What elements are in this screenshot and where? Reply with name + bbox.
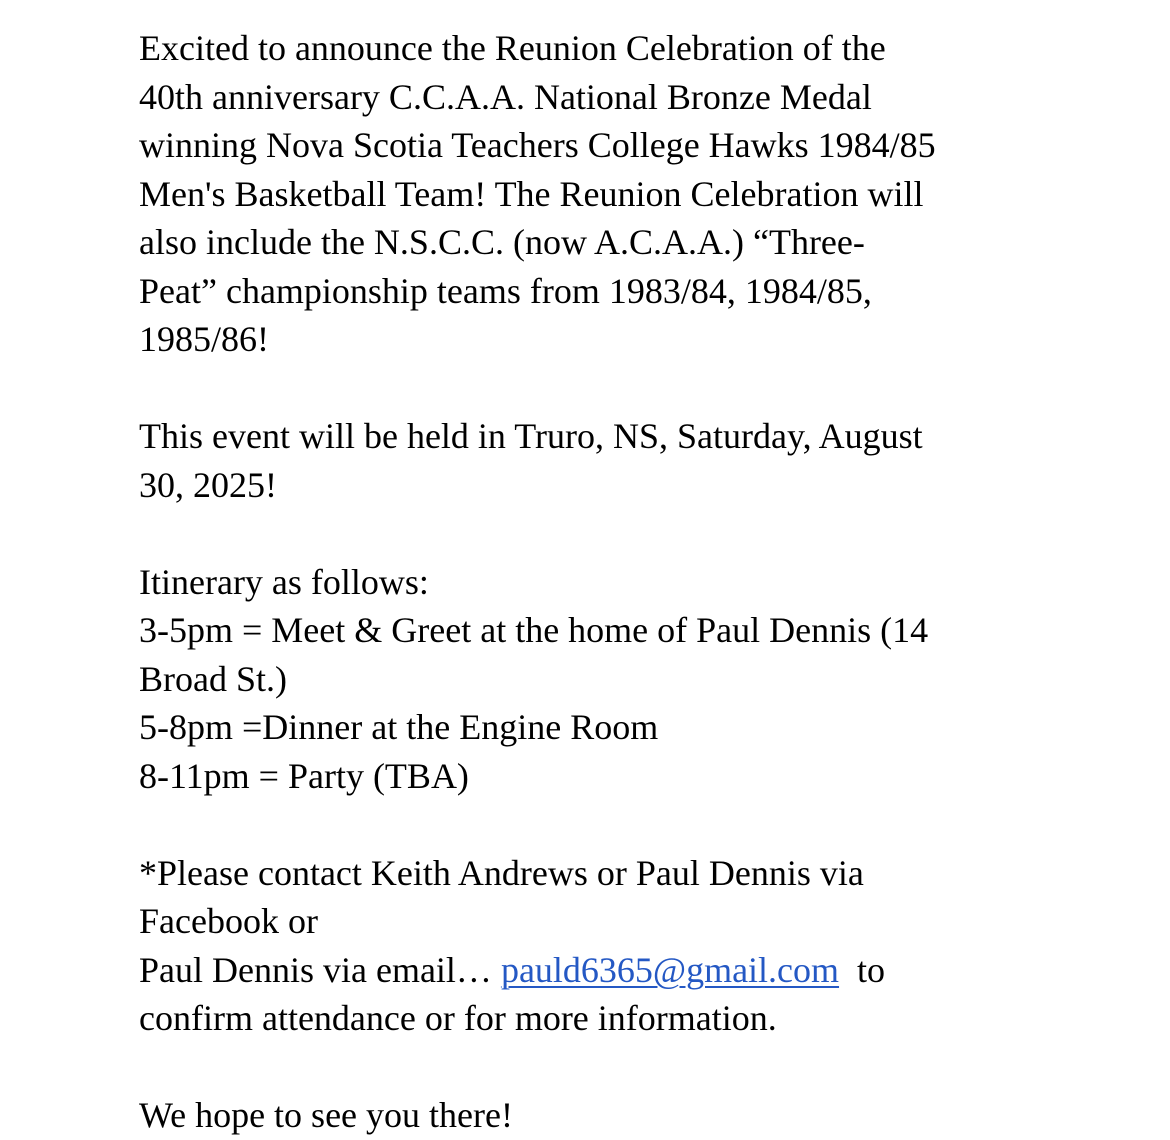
paragraph-spacer [139,509,1139,558]
intro-line: Men's Basketball Team! The Reunion Celebration will [139,173,924,214]
event-line: 30, 2025! [139,464,277,505]
contact-email-prefix: Paul Dennis via email… [139,949,501,990]
email-link[interactable]: pauld6365@gmail.com [500,949,840,990]
contact-line: *Please contact Keith Andrews or Paul Dennis via [139,852,864,893]
contact-email-suffix: to [839,949,886,990]
contact-line: Facebook or [139,901,318,941]
announcement-document [139,24,1139,1140]
event-paragraph [139,412,1139,509]
closing-paragraph [139,1091,1139,1140]
itinerary-item: 8-11pm = Party (TBA) [139,755,469,796]
intro-line: 1985/86! [139,319,269,359]
intro-line: 40th anniversary C.C.A.A. National Bronze Medal [139,76,872,117]
paragraph-spacer [139,800,1139,849]
intro-line: Excited to announce the Reunion Celebration of the [139,28,886,68]
itinerary-heading: Itinerary as follows: [139,561,429,602]
intro-paragraph [139,24,1139,364]
paragraph-spacer [139,1043,1139,1092]
paragraph-spacer [139,364,1139,413]
intro-line: Peat” championship teams from 1983/84, 1984/85, [139,270,872,311]
itinerary-item: 3-5pm = Meet & Greet at the home of Paul Dennis (14 [139,610,929,650]
intro-line: also include the N.S.C.C. (now A.C.A.A.) “Three- [139,222,865,262]
contact-email-line [139,946,1139,995]
contact-line: confirm attendance or for more information. [139,998,777,1038]
contact-paragraph [139,849,1139,1043]
itinerary-item: 5-8pm =Dinner at the Engine Room [139,707,659,747]
closing-line: We hope to see you there! [139,1095,513,1135]
itinerary-section [139,558,1139,801]
intro-line: winning Nova Scotia Teachers College Hawks 1984/85 [139,125,936,165]
itinerary-item: Broad St.) [139,658,287,699]
event-line: This event will be held in Truro, NS, Saturday, August [139,416,923,456]
